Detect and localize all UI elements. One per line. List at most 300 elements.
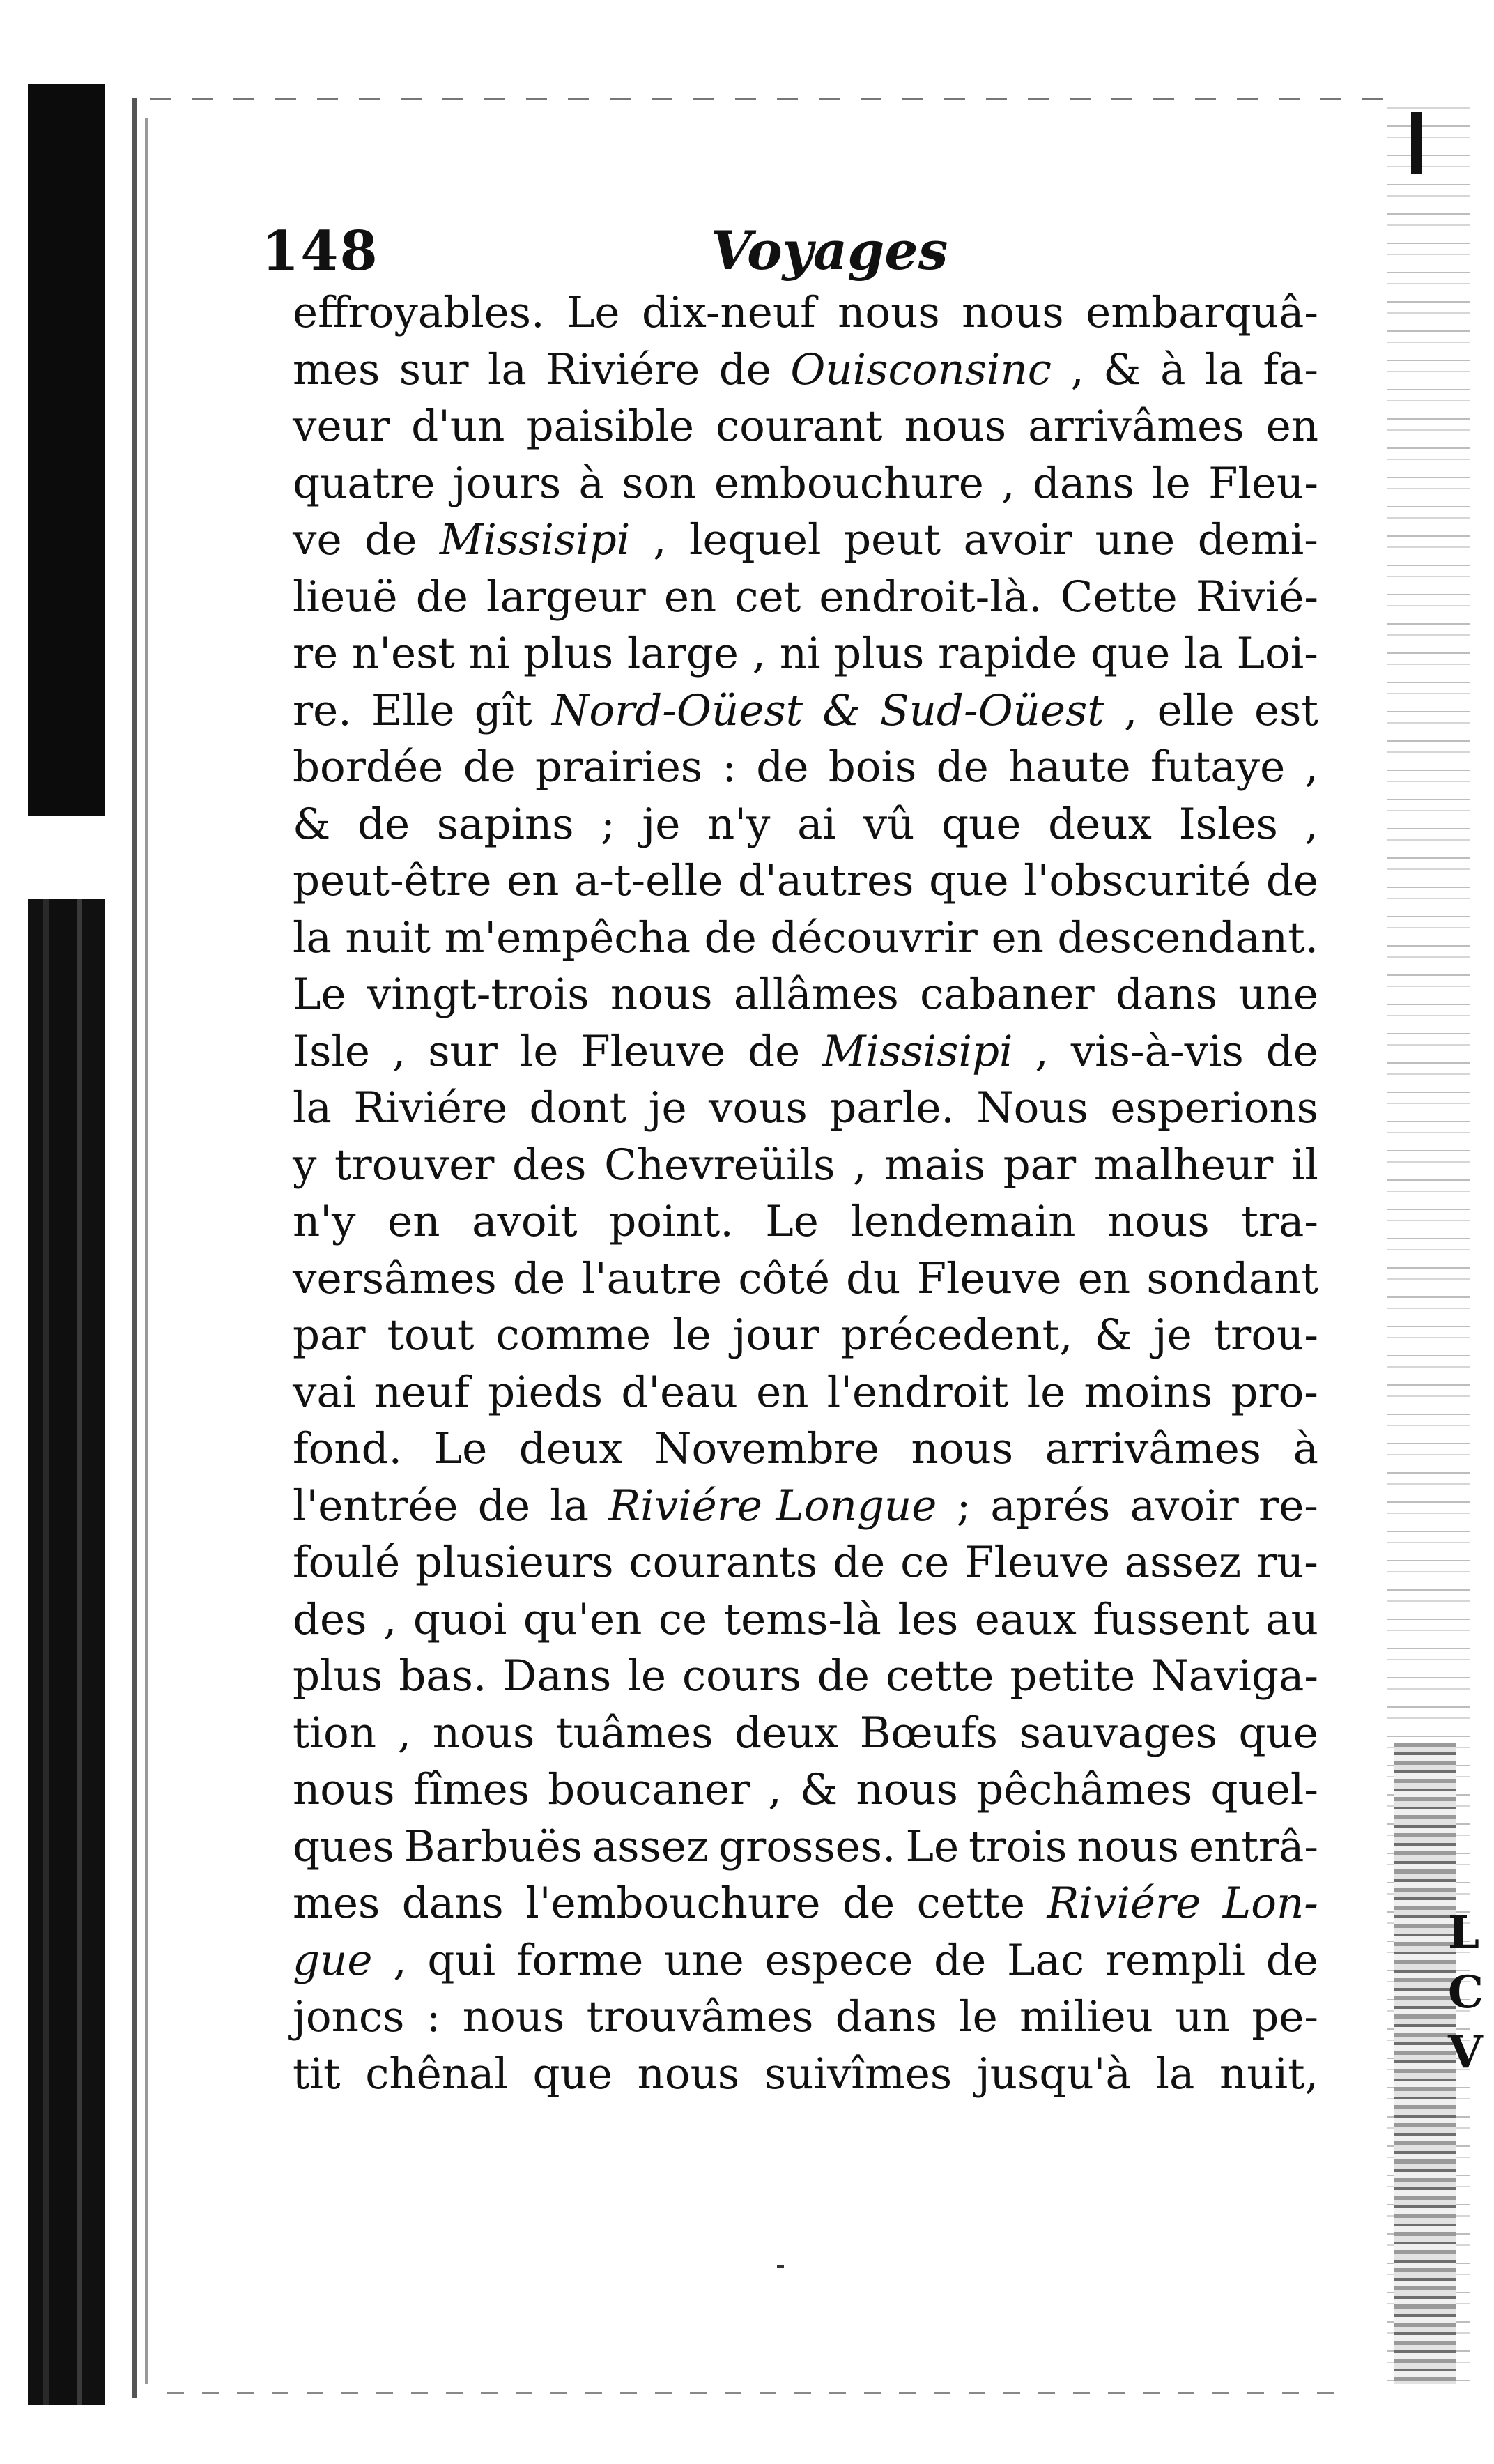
text-line (293, 682, 1318, 740)
text-line (293, 1421, 1318, 1478)
binding-edge-line (132, 98, 137, 2398)
word: Fleuve (964, 1538, 1109, 1587)
word: plus (523, 629, 614, 678)
word: boucaner (548, 1765, 750, 1814)
word: que (532, 2049, 613, 2099)
word: fond. (293, 1424, 403, 1474)
word: Naviga- (1151, 1651, 1318, 1701)
word: , (392, 1026, 406, 1076)
word: ru- (1256, 1538, 1318, 1587)
word: gît (474, 685, 532, 735)
word: joncs (293, 1992, 405, 2042)
word: arrivâmes (1045, 1424, 1261, 1474)
word: sapins (436, 799, 574, 849)
word: ai (797, 799, 837, 849)
page-number: 148 (261, 220, 379, 283)
word: & (1103, 344, 1141, 395)
word: re. (293, 685, 352, 735)
word: l'autre (581, 1253, 723, 1303)
word: courant (716, 401, 883, 451)
word: malheur (1093, 1140, 1274, 1190)
side-letter: V (1448, 2026, 1483, 2079)
word: nous (838, 288, 940, 337)
word: Riviére (546, 344, 700, 395)
text-line (293, 1761, 1318, 1819)
word: comme (495, 1310, 652, 1360)
word: tra- (1241, 1197, 1318, 1246)
word: par (1003, 1140, 1077, 1190)
word: je (648, 1083, 687, 1133)
text-line (293, 1193, 1318, 1250)
word: le (959, 1992, 998, 2042)
word: mes (293, 344, 380, 395)
word: quatre (293, 458, 436, 508)
word: parle. (829, 1083, 955, 1133)
word: gue (293, 1935, 373, 1985)
word: quoi (413, 1594, 507, 1644)
word: Bœufs (859, 1708, 998, 1758)
word: lendemain (850, 1197, 1076, 1246)
word: vai (293, 1367, 356, 1417)
word: ce (658, 1594, 708, 1644)
word: des (293, 1594, 367, 1644)
word: trouver (334, 1140, 495, 1190)
word: entrâ- (1188, 1821, 1318, 1872)
word: en (756, 1367, 809, 1417)
word: qu'en (523, 1594, 642, 1644)
word: trois (969, 1821, 1068, 1872)
word: vingt-trois (367, 970, 590, 1019)
binding-edge-line-inner (145, 118, 148, 2384)
text-line (293, 796, 1318, 853)
word: cours (682, 1651, 801, 1701)
word: qui (427, 1935, 496, 1985)
text-line (293, 1591, 1318, 1648)
text-line (293, 1137, 1318, 1194)
word: de (415, 572, 468, 622)
word: plus (293, 1651, 383, 1701)
footer-mark (777, 2265, 784, 2268)
word: lieuë (293, 572, 398, 622)
word: large (626, 629, 739, 678)
word: Lac (1007, 1935, 1085, 1985)
word: les (898, 1594, 959, 1644)
word: Sud-Oüest (879, 685, 1104, 735)
text-line (293, 910, 1318, 967)
word: pieds (488, 1367, 603, 1417)
word: assez (592, 1821, 709, 1872)
word: peut-être (293, 856, 492, 905)
word: quel- (1210, 1765, 1318, 1814)
word: grosses. (718, 1821, 896, 1872)
word: côté (738, 1253, 830, 1303)
word: précedent, (840, 1310, 1073, 1360)
word: avoir (1130, 1480, 1239, 1531)
text-line (293, 1478, 1318, 1535)
word: de (364, 515, 417, 565)
word: re (293, 629, 339, 678)
next-page-edge-shadow (1394, 1743, 1456, 2384)
word: nous (962, 288, 1064, 337)
word: ques (293, 1821, 394, 1872)
word: deux (518, 1424, 623, 1474)
word: de (718, 344, 771, 395)
word: en (663, 572, 717, 622)
word: dans (401, 1878, 504, 1928)
word: veur (293, 401, 390, 451)
word: Fleuve (916, 1253, 1062, 1303)
word: tout (387, 1310, 475, 1360)
word: de (936, 742, 989, 792)
word: Isle (293, 1026, 371, 1076)
word: eaux (974, 1594, 1077, 1644)
word: jour (732, 1310, 819, 1360)
word: Missisipi (439, 515, 631, 565)
word: de (1265, 856, 1318, 905)
word: nous (637, 2049, 740, 2099)
word: lequel (688, 515, 822, 565)
word: descendant. (1057, 912, 1318, 963)
running-title: Voyages (711, 220, 948, 282)
word: y (293, 1140, 317, 1190)
word: a-t-elle (574, 856, 723, 905)
word: , (1001, 458, 1015, 508)
word: vû (863, 799, 915, 849)
word: nous (432, 1708, 535, 1758)
word: la (1155, 2049, 1195, 2099)
text-line (293, 1648, 1318, 1705)
word: allâmes (733, 970, 899, 1019)
word: re- (1258, 1480, 1318, 1531)
text-line (293, 1023, 1318, 1080)
word: le (1026, 1367, 1066, 1417)
word: , (1035, 1026, 1049, 1076)
word: des (512, 1140, 587, 1190)
word: , (853, 1140, 867, 1190)
word: & (799, 1765, 838, 1814)
word: dans (1032, 458, 1134, 508)
text-line (293, 284, 1318, 342)
word: Le (293, 970, 346, 1019)
word: chênal (365, 2049, 508, 2099)
word: demi- (1197, 515, 1318, 565)
word: vis-à-vis (1070, 1026, 1244, 1076)
word: deux (734, 1708, 838, 1758)
word: de (463, 742, 516, 792)
word: bas. (399, 1651, 487, 1701)
word: Elle (371, 685, 455, 735)
word: de (842, 1878, 895, 1928)
word: sondant (1146, 1253, 1318, 1303)
word: espece (764, 1935, 914, 1985)
word: Le (765, 1197, 819, 1246)
text-line (293, 398, 1318, 455)
word: la (293, 1083, 332, 1133)
word: le (1152, 458, 1191, 508)
word: point. (609, 1197, 734, 1246)
word: bordée (293, 742, 444, 792)
word: paisible (526, 401, 694, 451)
word: embarquâ- (1086, 288, 1318, 337)
word: rapide (937, 629, 1077, 678)
word: dont (529, 1083, 627, 1133)
word: Riviére (353, 1083, 508, 1133)
word: nous (911, 1424, 1014, 1474)
word: avoir (963, 515, 1072, 565)
word: arrivâmes (1028, 401, 1245, 451)
word: découvrir (770, 912, 978, 963)
word: neuf (374, 1367, 470, 1417)
word: que (1090, 629, 1171, 678)
word: Le (905, 1821, 960, 1872)
word: Chevreüils (604, 1140, 835, 1190)
text-line (293, 852, 1318, 910)
word: je (1153, 1310, 1192, 1360)
text-line (293, 1080, 1318, 1137)
word: aprés (990, 1480, 1111, 1531)
text-line (293, 1364, 1318, 1421)
word: le (627, 1651, 666, 1701)
word: il (1291, 1140, 1318, 1190)
word: fussent (1093, 1594, 1249, 1644)
word: l'embouchure (525, 1878, 821, 1928)
word: nous (904, 401, 1007, 451)
word: nous (293, 1765, 395, 1814)
word: à (1160, 344, 1186, 395)
word: un (1175, 1992, 1230, 2042)
side-letter: C (1448, 1966, 1484, 2019)
word: suivîmes (764, 2049, 953, 2099)
page-top-edge (150, 98, 1390, 100)
text-line (293, 966, 1318, 1023)
word: , (1070, 344, 1084, 395)
body-text (293, 284, 1318, 2102)
word: nous (1107, 1197, 1210, 1246)
text-line (293, 569, 1318, 626)
word: avoit (472, 1197, 578, 1246)
page-bottom-edge (167, 2392, 1352, 2394)
word: fîmes (413, 1765, 530, 1814)
word: : (722, 742, 737, 792)
word: Lon- (1222, 1878, 1318, 1928)
word: futaye (1150, 742, 1286, 792)
word: ; (956, 1480, 971, 1531)
word: de (1265, 1935, 1318, 1985)
word: Novembre (654, 1424, 879, 1474)
word: : (426, 1992, 441, 2042)
word: dans (1115, 970, 1217, 1019)
word: en (387, 1197, 440, 1246)
text-line (293, 2046, 1318, 2103)
text-line (293, 512, 1318, 569)
text-line (293, 1989, 1318, 2046)
binding-shadow-lower (28, 899, 105, 2405)
word: milieu (1019, 1992, 1153, 2042)
word: une (1095, 515, 1176, 565)
word: ce (900, 1538, 950, 1587)
word: Isles (1178, 799, 1278, 849)
word: en (1077, 1253, 1131, 1303)
word: pro- (1231, 1367, 1318, 1417)
word: esperions (1110, 1083, 1318, 1133)
word: Rivié- (1195, 572, 1318, 622)
text-line (293, 1932, 1318, 1989)
word: à (578, 458, 604, 508)
word: & (822, 685, 861, 735)
word: de (704, 912, 757, 963)
word: trouvâmes (586, 1992, 814, 2042)
word: jusqu'à (976, 2049, 1131, 2099)
word: largeur (486, 572, 646, 622)
word: pe- (1252, 1992, 1318, 2042)
word: mais (884, 1140, 986, 1190)
word: , (383, 1594, 397, 1644)
word: la (488, 344, 527, 395)
word: vous (709, 1083, 808, 1133)
word: & (293, 799, 331, 849)
word: de (833, 1538, 886, 1587)
word: ve (293, 515, 342, 565)
text-line (293, 1705, 1318, 1762)
next-page-letters (1448, 1903, 1484, 2083)
word: Le (433, 1424, 488, 1474)
word: nuit, (1219, 2049, 1318, 2099)
word: Le (566, 288, 620, 337)
side-letter: L (1448, 1906, 1479, 1959)
word: d'autres (737, 856, 914, 905)
word: au (1265, 1594, 1318, 1644)
word: par (293, 1310, 366, 1360)
text-line (293, 1875, 1318, 1932)
word: la (1204, 344, 1244, 395)
word: de (817, 1651, 870, 1701)
word: , (1304, 742, 1318, 792)
word: sur (399, 344, 469, 395)
word: je (642, 799, 681, 849)
word: Barbuës (403, 1821, 583, 1872)
word: en (507, 856, 560, 905)
word: nous (1077, 1821, 1179, 1872)
word: deux (1048, 799, 1152, 849)
word: le (519, 1026, 559, 1076)
word: , (1124, 685, 1138, 735)
word: , (752, 629, 767, 678)
word: tuâmes (556, 1708, 714, 1758)
word: plus (834, 629, 925, 678)
text-line (293, 739, 1318, 796)
word: n'y (293, 1197, 356, 1246)
word: tion (293, 1708, 377, 1758)
word: pêchâmes (976, 1765, 1193, 1814)
word: ni (779, 629, 821, 678)
word: , (1304, 799, 1318, 849)
word: nuit (345, 912, 431, 963)
word: le (672, 1310, 711, 1360)
word: m'empêcha (444, 912, 691, 963)
word: l'obscurité (1024, 856, 1252, 905)
word: ni (468, 629, 510, 678)
word: foulé (293, 1538, 401, 1587)
word: une (1238, 970, 1318, 1019)
word: Nord-Oüest (552, 685, 803, 735)
text-line (293, 1819, 1318, 1876)
text-line (293, 625, 1318, 682)
word: , (393, 1935, 407, 1985)
word: à (1293, 1424, 1318, 1474)
word: que (1238, 1708, 1318, 1758)
word: dix-neuf (641, 288, 816, 337)
word: de (1265, 1026, 1318, 1076)
word: tit (293, 2049, 341, 2099)
word: de (934, 1935, 987, 1985)
word: elle (1157, 685, 1235, 735)
word: Riviére Longue (608, 1480, 937, 1531)
word: , (652, 515, 667, 565)
word: Nous (976, 1083, 1088, 1133)
word: Dans (502, 1651, 612, 1701)
word: la (293, 912, 332, 963)
word: sur (428, 1026, 498, 1076)
word: cette (916, 1878, 1026, 1928)
word: tems-là (723, 1594, 881, 1644)
word: nous (462, 1992, 565, 2042)
page-header (261, 220, 1320, 289)
word: en (1265, 401, 1318, 451)
word: nous (856, 1765, 958, 1814)
word: en (991, 912, 1044, 963)
word: forme (516, 1935, 644, 1985)
word: assez (1124, 1538, 1242, 1587)
word: cabaner (920, 970, 1095, 1019)
word: de (357, 799, 410, 849)
word: jours (452, 458, 562, 508)
word: dans (835, 1992, 937, 2042)
word: & (1094, 1310, 1132, 1360)
word: versâmes (293, 1253, 497, 1303)
word: cet (734, 572, 801, 622)
text-line (293, 1307, 1318, 1364)
word: une (664, 1935, 744, 1985)
word: effroyables. (293, 288, 545, 337)
word: que (929, 856, 1009, 905)
binding-shadow (28, 84, 105, 816)
word: que (941, 799, 1022, 849)
word: d'un (411, 401, 505, 451)
word: endroit-là. (819, 572, 1042, 622)
word: cette (885, 1651, 994, 1701)
word: Ouisconsinc (790, 344, 1052, 395)
word: mes (293, 1878, 380, 1928)
word: Fleuve (580, 1026, 726, 1076)
word: de (512, 1253, 566, 1303)
word: peut (844, 515, 941, 565)
word: moins (1084, 1367, 1213, 1417)
word: l'entrée (293, 1480, 459, 1531)
word: courants (629, 1538, 818, 1587)
word: nous (610, 970, 713, 1019)
word: la (550, 1480, 590, 1531)
word: de (756, 742, 809, 792)
word: Loi- (1236, 629, 1318, 678)
word: Cette (1060, 572, 1178, 622)
word: rempli (1104, 1935, 1245, 1985)
text-line (293, 1250, 1318, 1308)
word: de (477, 1480, 530, 1531)
word: Fleu- (1208, 458, 1318, 508)
word: fa- (1263, 344, 1318, 395)
word: haute (1008, 742, 1131, 792)
word: n'est (351, 629, 455, 678)
